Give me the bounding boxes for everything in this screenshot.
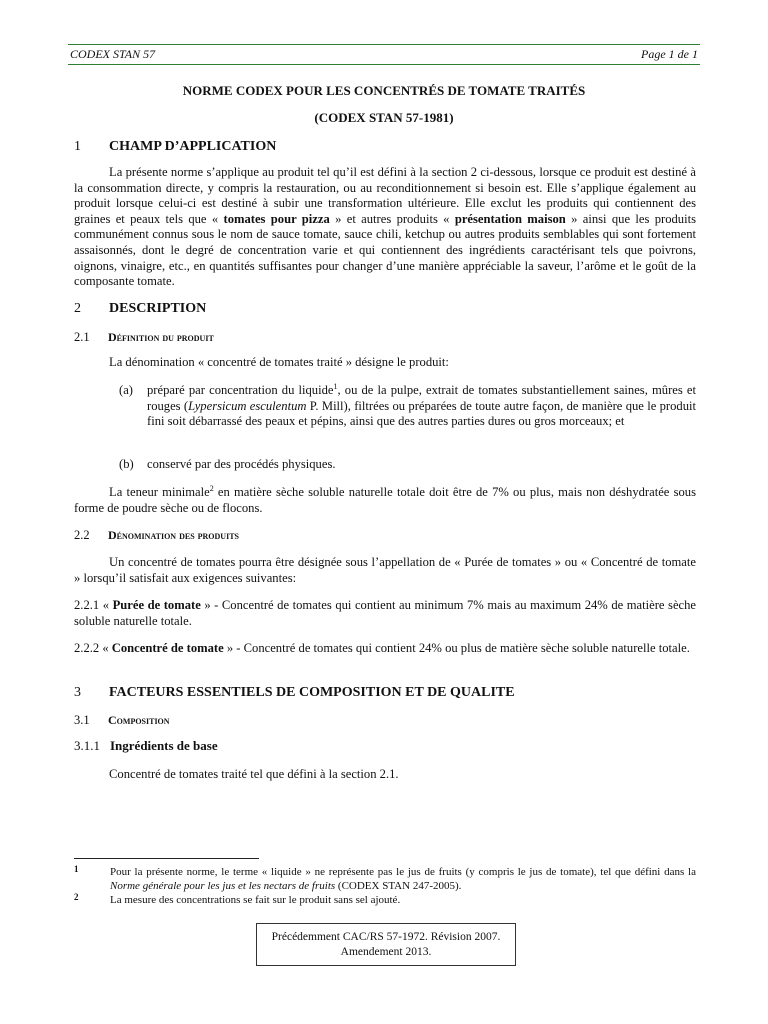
s1-bold-maison: présentation maison [454, 211, 566, 226]
fn1-text-1: Pour la présente norme, le terme « liquide » ne représente pas le jus de fruits (y compris le jus de tomate), tel que défini dans la [110, 866, 696, 878]
section-2-1-number: 2.1 [74, 330, 90, 344]
para-2-2-2-quote: « [99, 641, 112, 655]
section-3-1-number: 3.1 [74, 713, 90, 727]
para-2-2-2-text: » - Concentré de tomates qui contient 24% ou plus de matière sèche soluble naturelle totale. [223, 641, 690, 655]
section-2-number: 2 [74, 301, 81, 316]
revision-box [256, 923, 516, 966]
list-item-a-text [147, 383, 696, 430]
list-item-b-label: (b) [119, 457, 134, 471]
section-1-heading [74, 138, 276, 155]
para-2-2-1-number: 2.2.1 [74, 598, 100, 612]
footnote-1-text [110, 866, 696, 893]
section-2-2-title: Dénomination des produits [108, 528, 239, 542]
fn1-italic-title: Norme générale pour les jus et les nectars de fruits [110, 879, 336, 892]
list-item-a [119, 383, 696, 430]
para-2-2-2-term: Concentré de tomate [111, 641, 224, 655]
paragraph-2-2-2 [74, 641, 696, 657]
list-item-b-text: conservé par des procédés physiques. [147, 457, 336, 471]
footnote-2 [74, 894, 696, 908]
section-2-2-intro: Un concentré de tomates pourra être désignée sous l’appellation de « Purée de tomates » ou « Concentré de tomate » lorsqu’il satisfait aux exigences suivantes: [74, 555, 696, 585]
s1-bold-pizza: tomates pour pizza [223, 211, 330, 226]
section-3-1-1-number: 3.1.1 [74, 738, 100, 753]
footnote-1 [74, 866, 696, 893]
document-title: NORME CODEX POUR LES CONCENTRÉS DE TOMATE TRAITÉS [182, 83, 586, 98]
section-3-1-heading [74, 712, 170, 728]
section-3-1-title: Composition [108, 713, 170, 727]
list-item-b [119, 457, 696, 473]
para-2-2-1-term: Purée de tomate [112, 598, 201, 612]
header-page-number: Page 1 de 1 [641, 47, 698, 61]
footnote-separator [74, 858, 259, 859]
section-1-title: CHAMP D’APPLICATION [109, 139, 277, 154]
teneur-paragraph [74, 485, 696, 516]
revision-line-1: Précédemment CAC/RS 57-1972. Révision 2007. [271, 930, 501, 943]
section-2-title: DESCRIPTION [109, 301, 207, 316]
section-3-1-1-text: Concentré de tomates traité tel que défini à la section 2.1. [109, 767, 399, 781]
section-3-title: FACTEURS ESSENTIELS DE COMPOSITION ET DE QUALITE [109, 685, 515, 700]
section-3-1-1-heading [74, 738, 218, 754]
para-2-2-2-number: 2.2.2 [74, 641, 100, 655]
teneur-text-1: La teneur minimale [109, 485, 210, 499]
section-2-1-heading [74, 329, 214, 345]
revision-line-2: Amendement 2013. [340, 945, 432, 958]
document-code: (CODEX STAN 57-1981) [314, 110, 454, 125]
header-doc-code: CODEX STAN 57 [70, 47, 156, 61]
fn1-text-2: (CODEX STAN 247-2005). [335, 879, 462, 892]
footnote-2-mark: 2 [74, 892, 79, 902]
section-2-2-heading [74, 527, 239, 543]
footnote-ref-1: 1 [333, 381, 338, 391]
paragraph-2-2-1 [74, 598, 696, 629]
list-item-a-label: (a) [119, 383, 133, 397]
para-2-2-1-quote: « [99, 598, 113, 612]
page-header [68, 44, 700, 65]
section-3-heading [74, 684, 515, 701]
section-1-paragraph [74, 165, 696, 290]
s1-text-c: » ainsi que les produits communément connus sous le nom de sauce tomate, sauce chili, ketchup ou autres produits semblables qui sont fortement assaisonnés, dont le degré de concentration varie et qui contiennent des ingrédients caractérisant tels que poivrons, oignons, vinaigre, etc., en quantités suffisantes pour changer d’une manière appréciable la saveur, l’arôme et le goût de la composante tomate. [74, 211, 696, 289]
footnote-1-mark: 1 [74, 864, 79, 874]
item-a-text-1: préparé par concentration du liquide [147, 383, 334, 397]
section-3-1-1-title: Ingrédients de base [110, 738, 218, 753]
item-a-text-2: , ou de la pulpe, extrait de tomates substantiellement saines, mûres et rouges ( [147, 383, 696, 413]
footnote-ref-2: 2 [209, 483, 214, 493]
section-1-number: 1 [74, 139, 81, 154]
item-a-species: Lypersicum esculentum [188, 398, 307, 413]
s1-text-a: La présente norme s’applique au produit tel qu’il est défini à la section 2 ci-dessous, lorsque ce produit est destiné à la consommation directe, y compris la restauration, ou au reconditionnement si besoin est. Elle s’applique également au produit lorsque celui-ci est destiné à subir une transformation ultérieure. Elle exclut les produits qui contiennent des graines et peaux tels que « [74, 165, 696, 226]
teneur-text-2: en matière sèche soluble naturelle totale doit être de 7% ou plus, mais non déshydratée sous forme de poudre sèche ou de flocons. [74, 485, 696, 515]
section-2-1-title: Définition du produit [108, 330, 214, 344]
para-2-2-1-text: » - Concentré de tomates qui contient au minimum 7% mais au maximum 24% de matière sèche soluble naturelle totale. [74, 598, 697, 628]
s1-text-b: » et autres produits « [329, 211, 455, 226]
section-2-heading [74, 300, 206, 317]
footnote-2-text: La mesure des concentrations se fait sur le produit sans sel ajouté. [110, 894, 401, 906]
section-3-number: 3 [74, 685, 81, 700]
section-2-1-intro: La dénomination « concentré de tomates traité » désigne le produit: [109, 355, 449, 369]
item-a-text-3: P. Mill), filtrées ou préparées de toute autre façon, de manière que le produit fini soit débarrassé des peaux et pépins, ainsi que des autres parties dures ou gros morceaux; et [147, 398, 696, 429]
section-2-2-number: 2.2 [74, 528, 90, 542]
